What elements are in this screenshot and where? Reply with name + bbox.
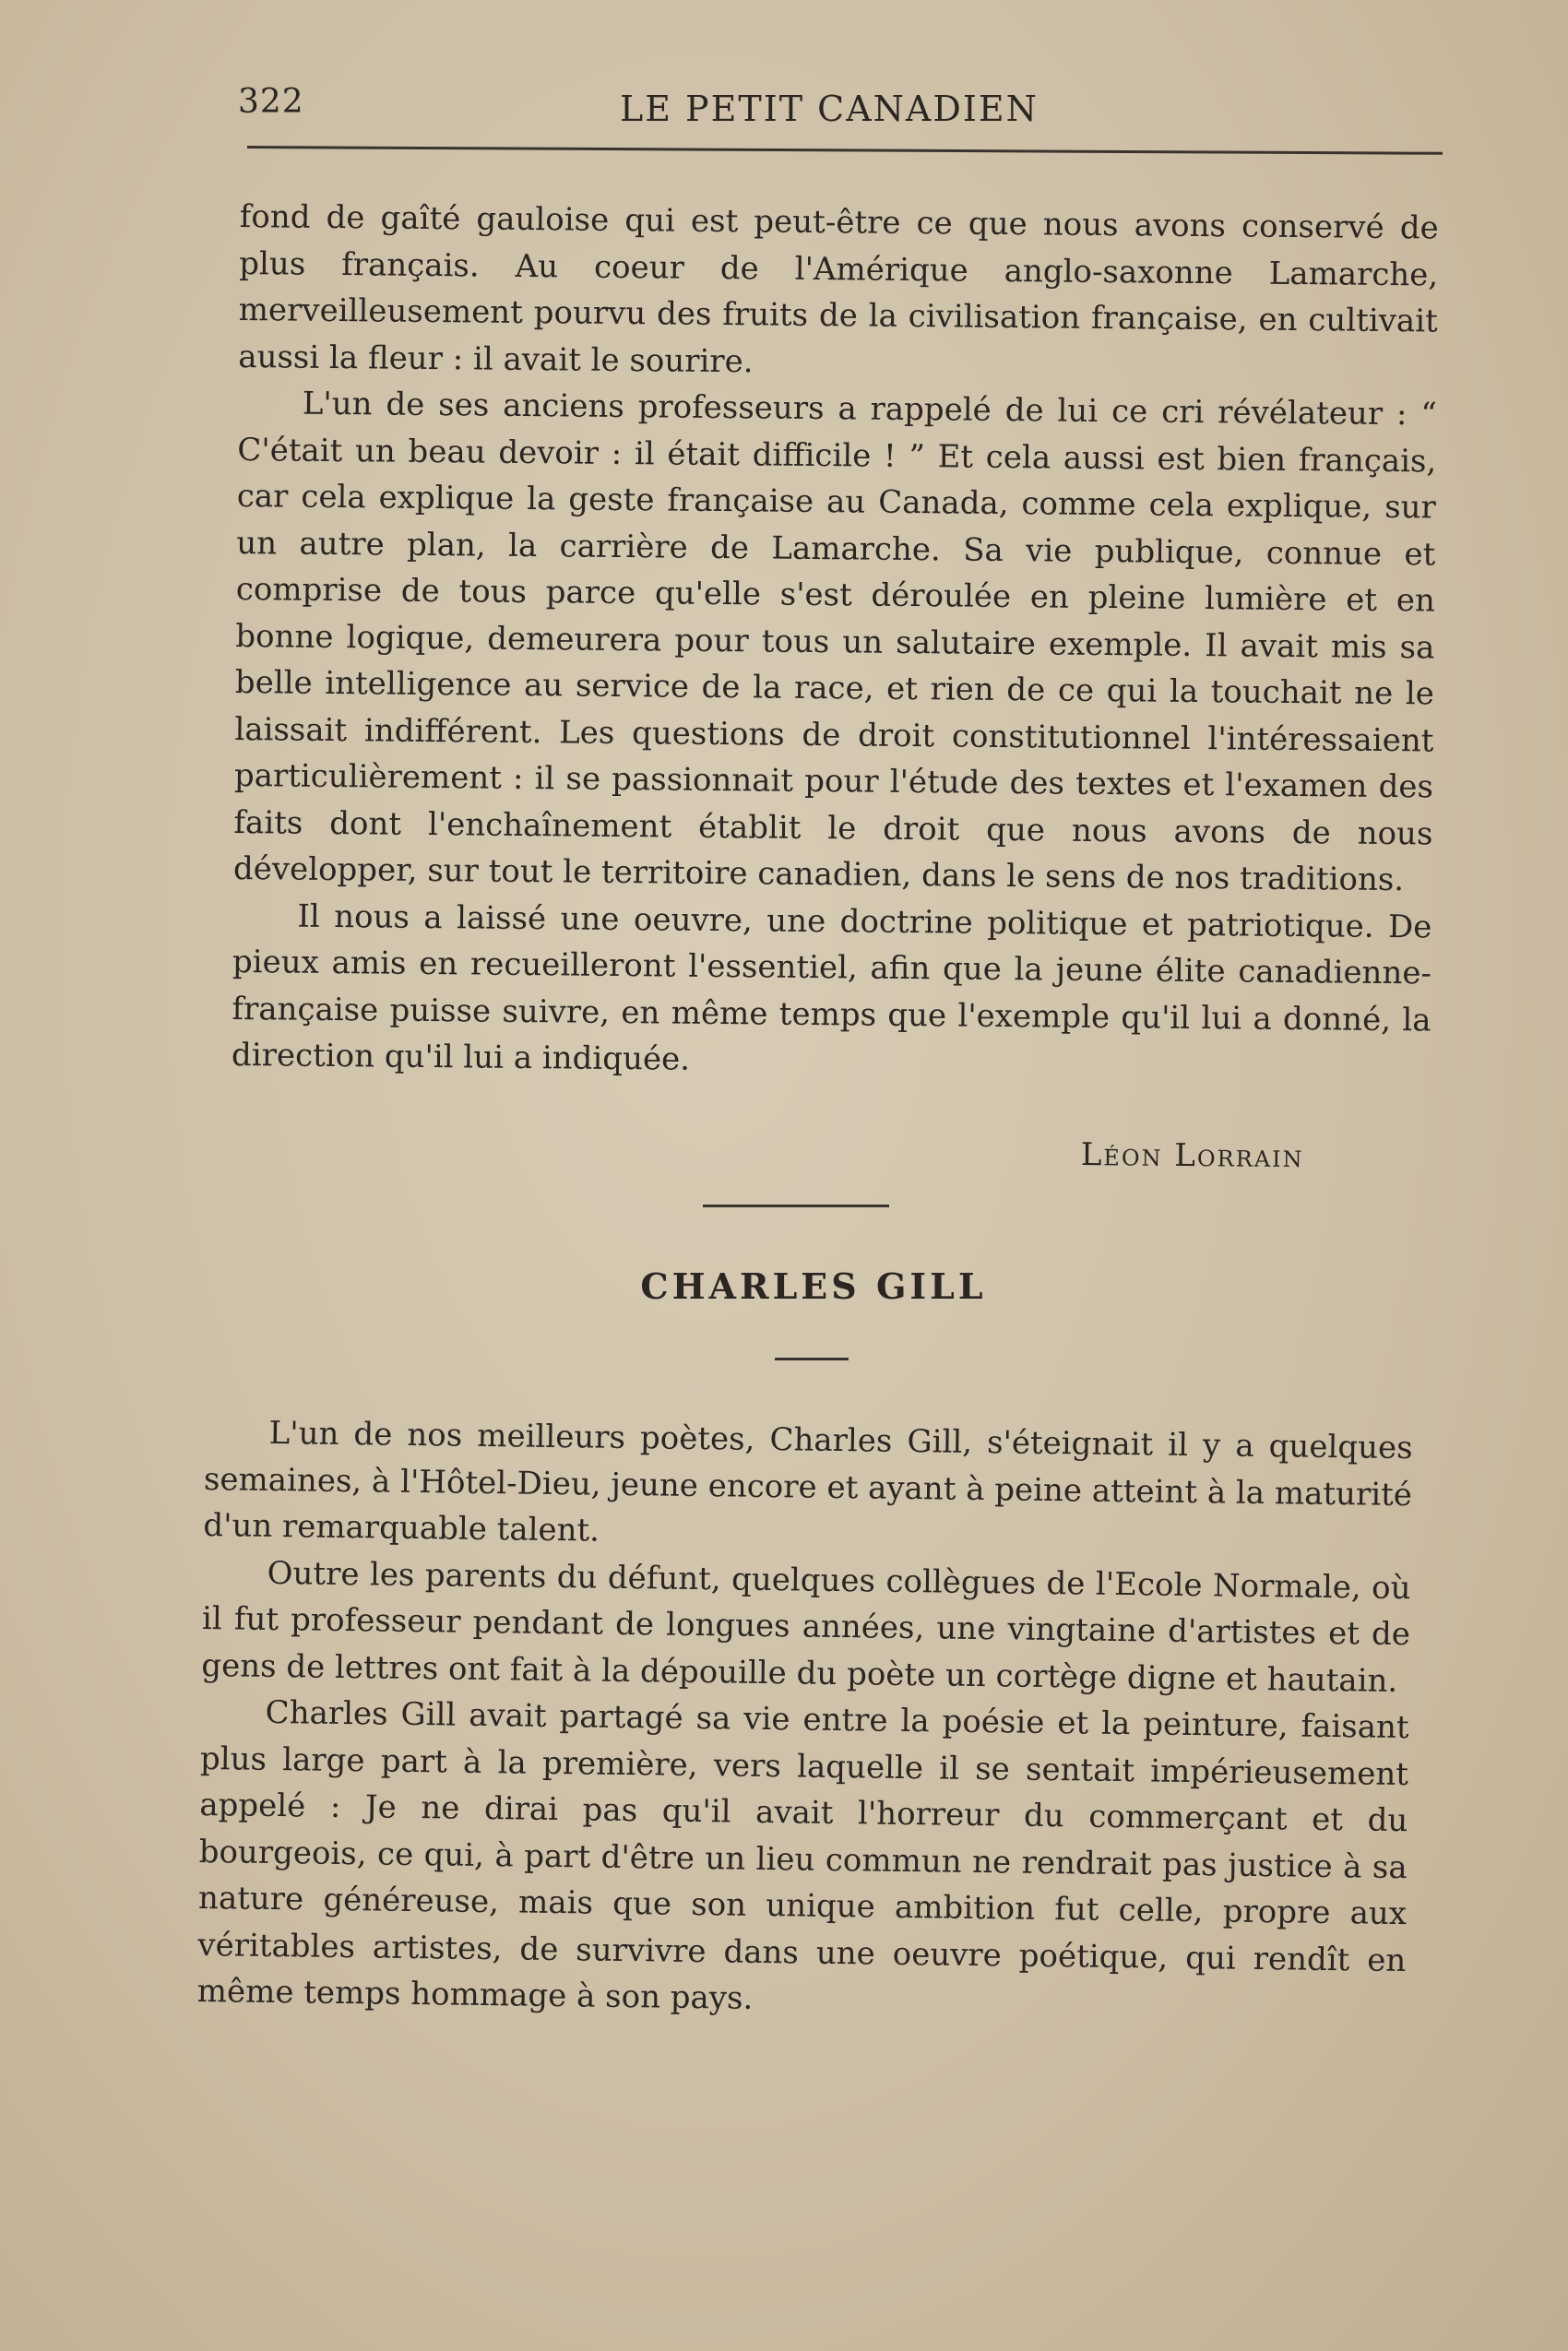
- section-divider: [703, 1205, 889, 1207]
- paragraph: L'un de ses anciens professeurs a rappelé de lui ce cri révélateur : “ C'était un beau devoir : il était difficile ! ” Et cela aussi est bien français, car cela explique la geste française au Canada, comme cela explique, sur un autre plan, la carrière de Lamarche. Sa vie publique, connue et comprise de tous parce qu'elle s'est déroulée en pleine lumière et en bonne logique, demeurera pour tous un salutaire exemple. Il avait mis sa belle intelligence au service de la race, et rien de ce qui la touchait ne le laissait indifférent. Les questions de droit constitutionnel l'intéressaient particulièrement : il se passionnait pour l'étude des textes et l'examen des faits dont l'enchaînement établit le droit que nous avons de nous développer, sur tout le territoire canadien, dans le sens de nos traditions.: [232, 385, 1437, 899]
- running-title: LE PETIT CANADIEN: [620, 89, 1039, 129]
- paragraph: Outre les parents du défunt, quelques collègues de l'Ecole Normale, où il fut professeur pendant de longues années, une vingtaine d'artistes et de gens de lettres ont fait à la dépouille du poète un cortège digne et hautain.: [201, 1554, 1411, 1700]
- title-underline: [775, 1358, 849, 1360]
- page-number: 322: [238, 83, 304, 121]
- author-signature: Léon Lorrain: [1080, 1136, 1304, 1176]
- article-title: CHARLES GILL: [640, 1265, 987, 1307]
- article-gill-body: [196, 1409, 1412, 2031]
- article-lamarche-body: [232, 194, 1439, 1090]
- header-rule: [247, 146, 1443, 155]
- paragraph: L'un de nos meilleurs poètes, Charles Gill, s'éteignait il y a quelques semaines, à l'Hôtel-Dieu, jeune encore et ayant à peine atteint à la maturité d'un remarquable talent.: [203, 1414, 1413, 1550]
- paragraph: Il nous a laissé une oeuvre, une doctrine politique et patriotique. De pieux amis en recueilleront l'essentiel, afin que la jeune élite canadienne-française puisse suivre, en même temps que l'exemple qu'il lui a donné, la direction qu'il lui a indiquée.: [231, 897, 1432, 1078]
- paragraph: Charles Gill avait partagé sa vie entre la poésie et la peinture, faisant plus large part à la première, vers laquelle il se sentait impérieusement appelé : Je ne dirai pas qu'il avait l'horreur du commerçant et du bourgeois, ce qui, à part d'être un lieu commun ne rendrait pas justice à sa nature généreuse, mais que son unique ambition fut celle, propre aux véritables artistes, de survivre dans une oeuvre poétique, qui rendît en même temps hommage à son pays.: [196, 1693, 1409, 2017]
- paragraph: fond de gaîté gauloise qui est peut-être ce que nous avons conservé de plus français. Au coeur de l'Amérique anglo-saxonne Lamarche, merveilleusement pourvu des fruits de la civilisation française, en cultivait aussi la fleur : il avait le sourire.: [238, 197, 1439, 380]
